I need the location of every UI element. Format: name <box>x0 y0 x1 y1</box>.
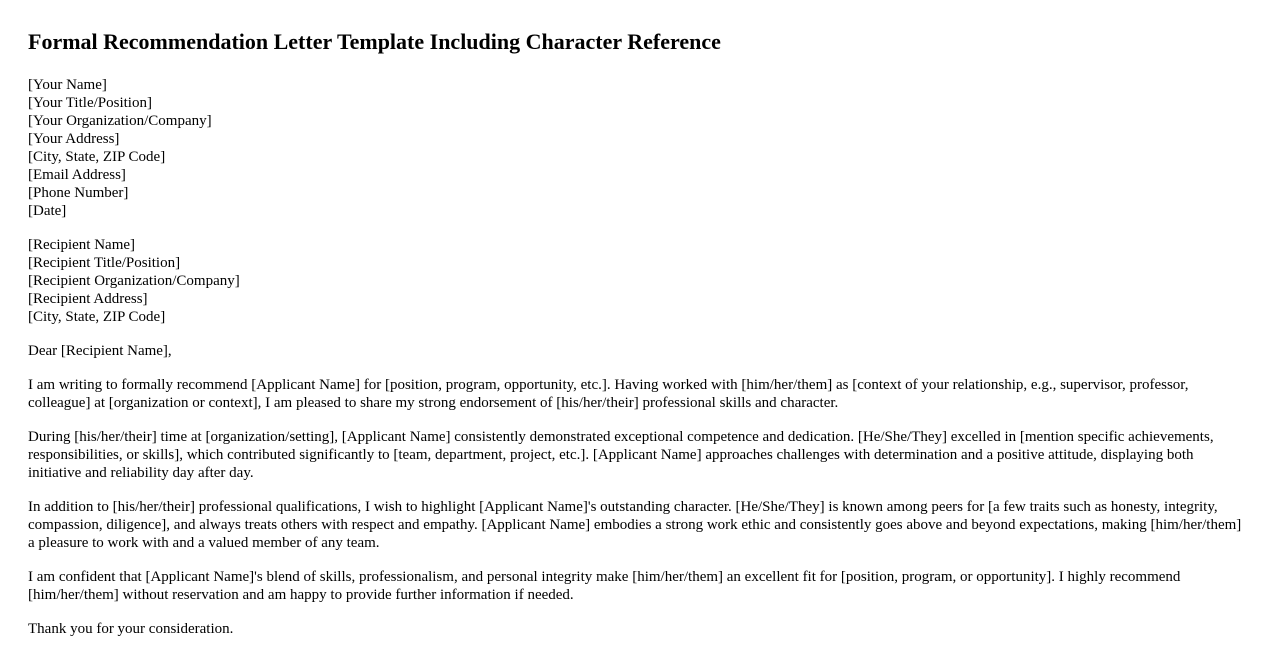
closing-text: Thank you for your consideration. <box>28 621 234 637</box>
salutation-text: Dear [Recipient Name], <box>28 343 172 359</box>
sender-title: [Your Title/Position] <box>28 95 152 111</box>
body-paragraph-3 <box>28 498 1250 552</box>
sender-address: [Your Address] <box>28 131 120 147</box>
recipient-title: [Recipient Title/Position] <box>28 255 181 271</box>
body-paragraph-2 <box>28 428 1250 482</box>
salutation <box>28 342 1250 360</box>
recipient-organization: [Recipient Organization/Company] <box>28 273 240 289</box>
page-title: Formal Recommendation Letter Template Including Character Reference <box>28 29 721 54</box>
paragraph-text: During [his/her/their] time at [organization/setting], [Applicant Name] consistently demonstrated exceptional competence and dedication. [He/She/They] excelled in [mention specific achievements, responsibilities, or skills], which contributed significantly to [team, department, project, etc.]. [Applicant Name] approaches challenges with determination and a positive attitude, displaying both initiative and reliability day after day. <box>28 429 1214 481</box>
sender-city-state-zip: [City, State, ZIP Code] <box>28 149 166 165</box>
body-paragraph-4 <box>28 568 1250 604</box>
recipient-address-block <box>28 236 1250 326</box>
paragraph-text: In addition to [his/her/their] professional qualifications, I wish to highlight [Applicant Name]'s outstanding character. [He/She/They] is known among peers for [a few traits such as honesty, integrity, compassion, diligence], and always treats others with respect and empathy. [Applicant Name] embodies a strong work ethic and consistently goes above and beyond expectations, making [him/her/them] a pleasure to work with and a valued member of any team. <box>28 499 1242 551</box>
letter-date: [Date] <box>28 203 67 219</box>
sender-phone: [Phone Number] <box>28 185 129 201</box>
sender-name: [Your Name] <box>28 77 107 93</box>
closing <box>28 620 1250 638</box>
sender-email: [Email Address] <box>28 167 126 183</box>
recipient-address: [Recipient Address] <box>28 291 148 307</box>
sender-organization: [Your Organization/Company] <box>28 113 212 129</box>
recipient-city-state-zip: [City, State, ZIP Code] <box>28 309 166 325</box>
body-paragraph-1 <box>28 376 1250 412</box>
sender-address-block <box>28 76 1250 220</box>
paragraph-text: I am confident that [Applicant Name]'s blend of skills, professionalism, and personal integrity make [him/her/them] an excellent fit for [position, program, or opportunity]. I highly recommend [him/her/them] without reservation and am happy to provide further information if needed. <box>28 569 1181 603</box>
paragraph-text: I am writing to formally recommend [Applicant Name] for [position, program, opportunity, etc.]. Having worked with [him/her/them] as [context of your relationship, e.g., supervisor, professor, colleague] at [organization or context], I am pleased to share my strong endorsement of [his/her/their] professional skills and character. <box>28 377 1189 411</box>
recipient-name: [Recipient Name] <box>28 237 136 253</box>
